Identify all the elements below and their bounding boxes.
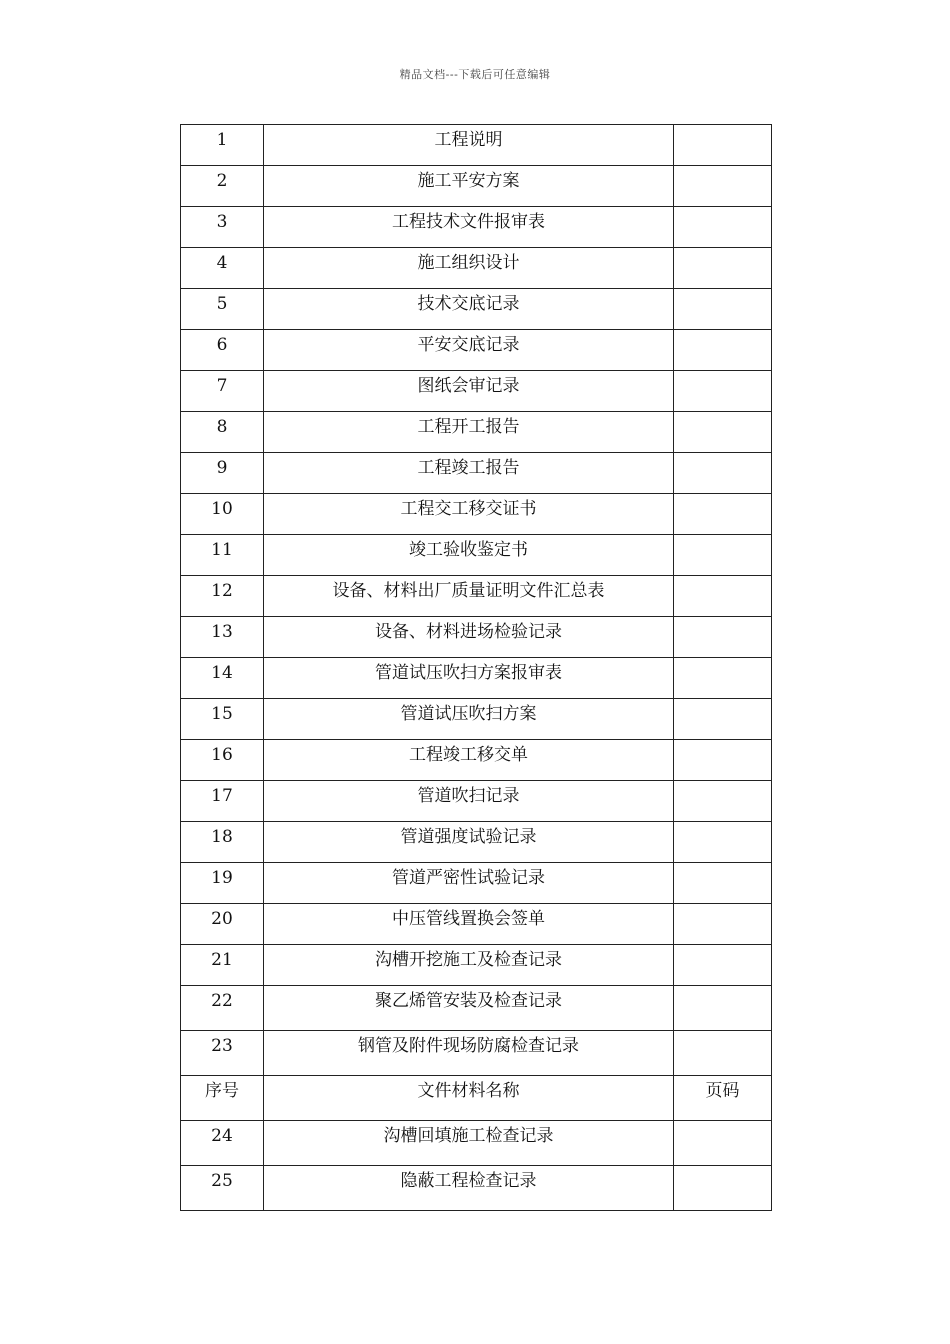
document-name-cell: 技术交底记录 <box>264 289 674 330</box>
document-name-cell: 平安交底记录 <box>264 330 674 371</box>
page-number-cell <box>674 453 772 494</box>
table-row <box>181 166 772 207</box>
row-number-cell: 10 <box>181 494 264 535</box>
table-row <box>181 576 772 617</box>
page-number-cell <box>674 576 772 617</box>
table-row <box>181 494 772 535</box>
table-row <box>181 863 772 904</box>
page-number-cell <box>674 658 772 699</box>
page-number-cell <box>674 125 772 166</box>
document-name-cell: 设备、材料出厂质量证明文件汇总表 <box>264 576 674 617</box>
row-number-cell: 9 <box>181 453 264 494</box>
row-number-cell: 25 <box>181 1166 264 1211</box>
row-number-cell: 21 <box>181 945 264 986</box>
document-name-cell: 管道试压吹扫方案 <box>264 699 674 740</box>
table-row <box>181 248 772 289</box>
row-number-cell: 7 <box>181 371 264 412</box>
row-number-cell: 1 <box>181 125 264 166</box>
page-number-cell <box>674 740 772 781</box>
page-number-cell <box>674 371 772 412</box>
document-name-cell: 中压管线置换会签单 <box>264 904 674 945</box>
page-number-cell <box>674 822 772 863</box>
table-row <box>181 1031 772 1076</box>
page-number-cell: 页码 <box>674 1076 772 1121</box>
document-name-cell: 文件材料名称 <box>264 1076 674 1121</box>
row-number-cell: 14 <box>181 658 264 699</box>
document-name-cell: 管道试压吹扫方案报审表 <box>264 658 674 699</box>
document-name-cell: 沟槽开挖施工及检查记录 <box>264 945 674 986</box>
table-row <box>181 740 772 781</box>
document-name-cell: 工程技术文件报审表 <box>264 207 674 248</box>
table-row <box>181 371 772 412</box>
row-number-cell: 17 <box>181 781 264 822</box>
table-row <box>181 699 772 740</box>
table-row <box>181 904 772 945</box>
row-number-cell: 12 <box>181 576 264 617</box>
row-number-cell: 18 <box>181 822 264 863</box>
page-header: 精品文档---下载后可任意编辑 <box>399 68 551 81</box>
page-number-cell <box>674 1121 772 1166</box>
page-number-cell <box>674 289 772 330</box>
page-number-cell <box>674 945 772 986</box>
row-number-cell: 19 <box>181 863 264 904</box>
page-number-cell <box>674 166 772 207</box>
page-number-cell <box>674 1166 772 1211</box>
page-number-cell <box>674 1031 772 1076</box>
page-number-cell <box>674 412 772 453</box>
document-index-table <box>180 124 772 1211</box>
page-number-cell <box>674 904 772 945</box>
document-name-cell: 隐蔽工程检查记录 <box>264 1166 674 1211</box>
row-number-cell: 4 <box>181 248 264 289</box>
document-name-cell: 管道严密性试验记录 <box>264 863 674 904</box>
table-row <box>181 453 772 494</box>
page-number-cell <box>674 494 772 535</box>
table-body <box>181 125 772 1211</box>
row-number-cell: 序号 <box>181 1076 264 1121</box>
document-name-cell: 工程竣工移交单 <box>264 740 674 781</box>
document-name-cell: 沟槽回填施工检查记录 <box>264 1121 674 1166</box>
page-number-cell <box>674 535 772 576</box>
document-name-cell: 工程说明 <box>264 125 674 166</box>
table-row <box>181 535 772 576</box>
row-number-cell: 3 <box>181 207 264 248</box>
page-number-cell <box>674 248 772 289</box>
table-row <box>181 781 772 822</box>
page-number-cell <box>674 986 772 1031</box>
page-number-cell <box>674 699 772 740</box>
row-number-cell: 16 <box>181 740 264 781</box>
row-number-cell: 22 <box>181 986 264 1031</box>
document-name-cell: 管道强度试验记录 <box>264 822 674 863</box>
document-name-cell: 施工组织设计 <box>264 248 674 289</box>
row-number-cell: 23 <box>181 1031 264 1076</box>
document-name-cell: 钢管及附件现场防腐检查记录 <box>264 1031 674 1076</box>
document-name-cell: 工程开工报告 <box>264 412 674 453</box>
document-name-cell: 管道吹扫记录 <box>264 781 674 822</box>
document-name-cell: 设备、材料进场检验记录 <box>264 617 674 658</box>
table-row <box>181 1166 772 1211</box>
row-number-cell: 6 <box>181 330 264 371</box>
row-number-cell: 5 <box>181 289 264 330</box>
table-row <box>181 822 772 863</box>
table-row <box>181 289 772 330</box>
page-number-cell <box>674 617 772 658</box>
table-row <box>181 330 772 371</box>
row-number-cell: 20 <box>181 904 264 945</box>
document-name-cell: 竣工验收鉴定书 <box>264 535 674 576</box>
page-number-cell <box>674 863 772 904</box>
document-name-cell: 聚乙烯管安装及检查记录 <box>264 986 674 1031</box>
table-row <box>181 945 772 986</box>
document-name-cell: 施工平安方案 <box>264 166 674 207</box>
row-number-cell: 11 <box>181 535 264 576</box>
table-row <box>181 207 772 248</box>
page-number-cell <box>674 781 772 822</box>
table-row <box>181 658 772 699</box>
row-number-cell: 24 <box>181 1121 264 1166</box>
row-number-cell: 13 <box>181 617 264 658</box>
row-number-cell: 8 <box>181 412 264 453</box>
row-number-cell: 2 <box>181 166 264 207</box>
table-row <box>181 1121 772 1166</box>
table-row <box>181 412 772 453</box>
page-number-cell <box>674 207 772 248</box>
table-row <box>181 1076 772 1121</box>
table-row <box>181 617 772 658</box>
document-name-cell: 工程交工移交证书 <box>264 494 674 535</box>
row-number-cell: 15 <box>181 699 264 740</box>
table-row <box>181 125 772 166</box>
document-name-cell: 图纸会审记录 <box>264 371 674 412</box>
document-name-cell: 工程竣工报告 <box>264 453 674 494</box>
page-number-cell <box>674 330 772 371</box>
table-row <box>181 986 772 1031</box>
